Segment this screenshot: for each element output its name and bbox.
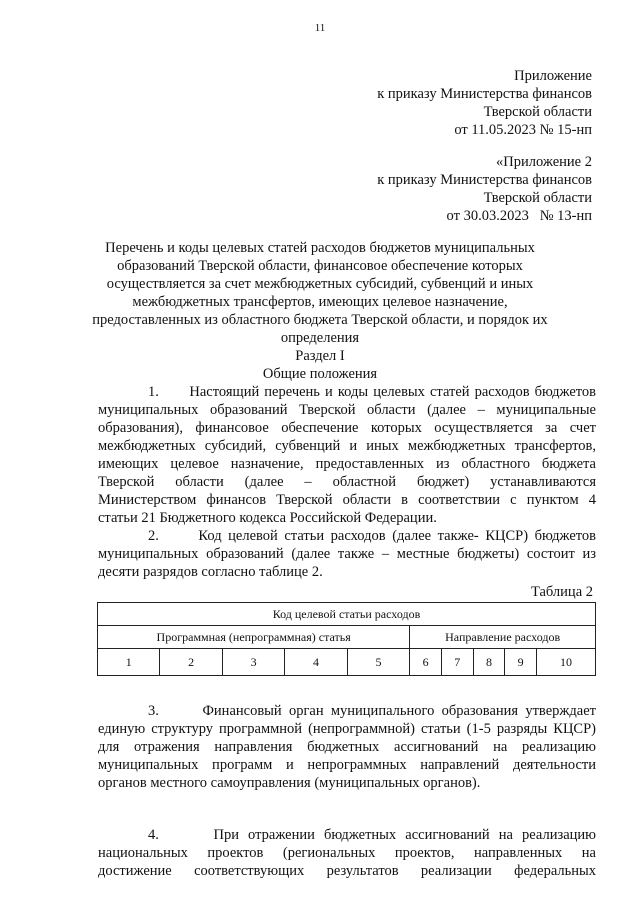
- paragraph-line: Тверской области (далее – областной бюджет) устанавливаются: [98, 474, 596, 490]
- paragraph-line: достижение соответствующих результатов реализации федеральных: [98, 863, 596, 879]
- title-line: Перечень и коды целевых статей расходов бюджетов муниципальных: [105, 240, 535, 256]
- appendix2-header: [377, 153, 592, 225]
- digit-cell: 7: [441, 649, 473, 676]
- digit-cell: 6: [410, 649, 442, 676]
- paragraph-1: [98, 383, 596, 527]
- paragraph-line: 4. При отражении бюджетных ассигнований на реализацию: [148, 827, 596, 843]
- paragraph-line: для отражения направления бюджетных ассигнований на реализацию: [98, 739, 596, 755]
- page-number: 11: [314, 22, 326, 34]
- title-line: образований Тверской области, финансовое обеспечение которых: [117, 258, 523, 274]
- digit-cell: 5: [347, 649, 410, 676]
- paragraph-line: 2. Код целевой статьи расходов (далее также- КЦСР) бюджетов: [148, 528, 596, 544]
- paragraph-4: [98, 826, 596, 880]
- title-line: определения: [280, 330, 360, 346]
- paragraph-line: национальных проектов (региональных проектов, направленных на: [98, 845, 596, 861]
- paragraph-line: имеющих целевое назначение, предоставленных из областного бюджета: [98, 456, 596, 472]
- paragraph-line: образования), финансовое обеспечение которых осуществляется за счет: [98, 420, 596, 436]
- table-header-cell: Код целевой статьи расходов: [98, 603, 596, 626]
- paragraph-line: муниципальных образований (далее также – местные бюджеты) состоит из: [98, 546, 596, 562]
- digit-cell: 10: [537, 649, 596, 676]
- header-line: Тверской области: [483, 190, 592, 206]
- digit-cell: 4: [285, 649, 347, 676]
- section-title: Общие положения: [262, 366, 378, 382]
- paragraph-line: 3. Финансовый орган муниципального образования утверждает: [148, 703, 596, 719]
- kcsr-table: [97, 602, 596, 676]
- title-line: осуществляется за счет межбюджетных субсидий, субвенций и иных: [106, 276, 534, 292]
- header-line: от 30.03.2023 № 13-нп: [446, 208, 592, 224]
- paragraph-3: [98, 702, 596, 792]
- paragraph-line: 1. Настоящий перечень и коды целевых статей расходов бюджетов: [148, 384, 596, 400]
- paragraph-line: статьи 21 Бюджетного кодекса Российской Федерации.: [98, 510, 437, 526]
- header-line: от 11.05.2023 № 15-нп: [454, 122, 592, 138]
- paragraph-line: межбюджетных субсидий, субвенций и иных межбюджетных трансфертов,: [98, 438, 596, 454]
- title-line: предоставленных из областного бюджета Тверской области, и порядок их: [92, 312, 548, 328]
- paragraph-line: органов местного самоуправления (муниципальных органов).: [98, 775, 481, 791]
- paragraph-line: муниципальных образований Тверской области (далее – муниципальные: [98, 402, 596, 418]
- digit-cell: 2: [160, 649, 222, 676]
- program-article-cell: Программная (непрограммная) статья: [98, 626, 410, 649]
- header-line: к приказу Министерства финансов: [377, 86, 592, 102]
- title-line: межбюджетных трансфертов, имеющих целевое назначение,: [132, 294, 508, 310]
- paragraph-line: Министерством финансов Тверской области в соответствии с пунктом 4: [98, 492, 596, 508]
- document-title: [90, 239, 550, 383]
- paragraph-2: [98, 527, 596, 581]
- digit-cell: 1: [98, 649, 160, 676]
- header-line: «Приложение 2: [496, 154, 592, 170]
- paragraph-line: десяти разрядов согласно таблице 2.: [98, 564, 323, 580]
- header-line: Приложение: [514, 68, 592, 84]
- digit-cell: 9: [505, 649, 537, 676]
- table-label: Таблица 2: [530, 584, 593, 600]
- section-heading: Раздел I: [295, 348, 345, 364]
- expense-direction-cell: Направление расходов: [410, 626, 596, 649]
- paragraph-line: муниципальных программ и непрограммных направлений деятельности: [98, 757, 596, 773]
- digit-cell: 3: [222, 649, 284, 676]
- appendix-header: [377, 67, 592, 139]
- header-line: к приказу Министерства финансов: [377, 172, 592, 188]
- paragraph-line: единую структуру программной (непрограммной) статьи (1-5 разряды КЦСР): [98, 721, 596, 737]
- header-line: Тверской области: [483, 104, 592, 120]
- digit-cell: 8: [473, 649, 505, 676]
